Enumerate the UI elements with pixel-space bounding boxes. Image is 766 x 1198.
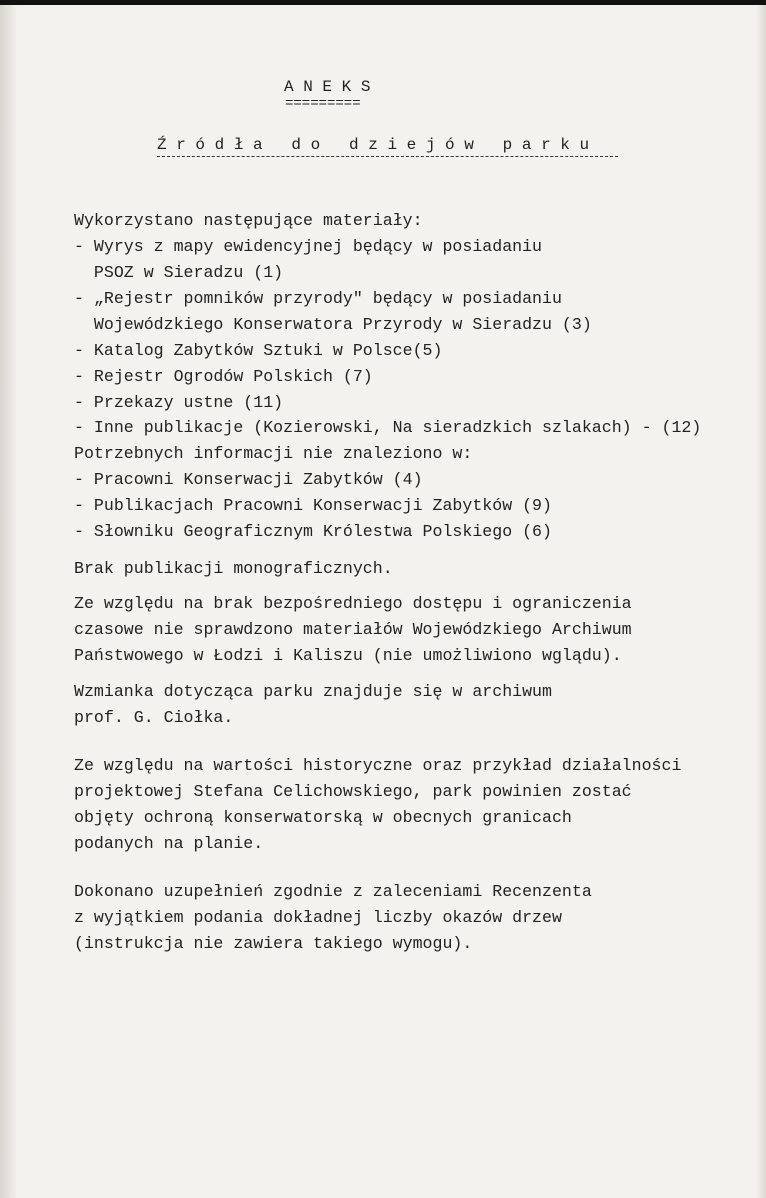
- text-line: projektowej Stefana Celichowskiego, park powinien zostać: [74, 782, 632, 801]
- text-line: Ze względu na wartości historyczne oraz przykład działalności: [74, 756, 682, 775]
- text-line: - Rejestr Ogrodów Polskich (7): [74, 367, 373, 386]
- text-line: podanych na planie.: [74, 834, 264, 853]
- text-line: Wojewódzkiego Konserwatora Przyrody w Sieradzu (3): [74, 315, 592, 334]
- text-line: - Przekazy ustne (11): [74, 393, 284, 412]
- text-line: Potrzebnych informacji nie znaleziono w:: [74, 444, 473, 463]
- text-line: Dokonano uzupełnień zgodnie z zaleceniami Recenzenta: [74, 882, 592, 901]
- text-line: Ze względu na brak bezpośredniego dostępu i ograniczenia: [74, 594, 632, 613]
- scan-left-shadow: [0, 5, 18, 1198]
- subtitle-underline: [157, 156, 618, 157]
- annex-title: A N E K S: [284, 78, 371, 96]
- text-line: czasowe nie sprawdzono materiałów Wojewódzkiego Archiwum: [74, 620, 632, 639]
- text-line: z wyjątkiem podania dokładnej liczby okazów drzew: [74, 908, 562, 927]
- text-line: Brak publikacji monograficznych.: [74, 559, 393, 578]
- text-line: objęty ochroną konserwatorską w obecnych granicach: [74, 808, 572, 827]
- text-line: - Pracowni Konserwacji Zabytków (4): [74, 470, 423, 489]
- text-line: Wykorzystano następujące materiały:: [74, 211, 423, 230]
- text-line: Państwowego w Łodzi i Kaliszu (nie umożliwiono wglądu).: [74, 646, 622, 665]
- text-line: prof. G. Ciołka.: [74, 708, 234, 727]
- scan-right-shadow: [756, 5, 766, 1198]
- text-line: - Publikacjach Pracowni Konserwacji Zabytków (9): [74, 496, 552, 515]
- text-line: - „Rejestr pomników przyrody" będący w posiadaniu: [74, 289, 562, 308]
- text-line: - Inne publikacje (Kozierowski, Na sieradzkich szlakach) - (12): [74, 418, 702, 437]
- text-line: PSOZ w Sieradzu (1): [74, 263, 284, 282]
- scan-top-edge: [0, 0, 766, 5]
- text-line: - Wyrys z mapy ewidencyjnej będący w posiadaniu: [74, 237, 543, 256]
- annex-title-rule: =========: [285, 96, 361, 112]
- text-line: Wzmianka dotycząca parku znajduje się w archiwum: [74, 682, 552, 701]
- text-line: (instrukcja nie zawiera takiego wymogu).: [74, 934, 473, 953]
- section-subtitle: Ź r ó d ł a d o d z i e j ó w p a r k u: [157, 136, 590, 154]
- text-line: - Słowniku Geograficznym Królestwa Polskiego (6): [74, 522, 552, 541]
- text-line: - Katalog Zabytków Sztuki w Polsce(5): [74, 341, 443, 360]
